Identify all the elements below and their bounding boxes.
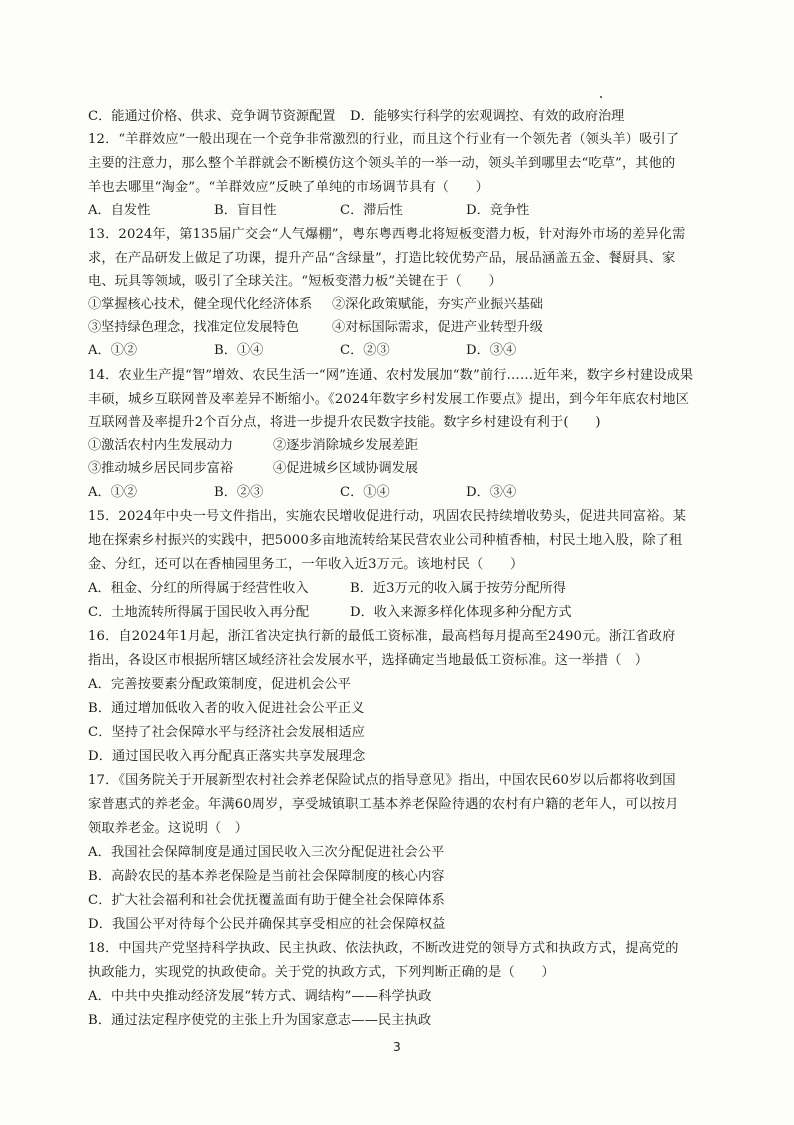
- q15-option-b: B．近3万元的收入属于按劳分配所得: [350, 581, 566, 596]
- q16-option-d: D．通过国民收入再分配真正落实共享发展理念: [88, 749, 366, 764]
- q16-option-a: A．完善按要素分配政策制度，促进机会公平: [88, 677, 352, 692]
- q17-option-b: B．高龄农民的基本养老保险是当前社会保障制度的核心内容: [88, 869, 445, 884]
- q13-statement-4: ④对标国际需求，促进产业转型升级: [332, 320, 543, 335]
- q13-stem-line-2: 求，在产品研发上做足了功课，提升产品“含绿量”，打造比较优势产品，展品涵盖五金、餐厨具、家: [88, 251, 676, 266]
- q12-stem-line-1: 12．“羊群效应”一般出现在一个竞争非常激烈的行业，而且这个行业有一个领先者（领头羊）吸引了: [88, 132, 680, 147]
- q13-stem-line-3: 电、玩具等领域，吸引了全球关注。“短板变潜力板”关键在于（ ）: [88, 274, 502, 289]
- q13-statement-1: ①掌握核心技术，健全现代化经济体系: [88, 297, 313, 312]
- q15-option-d: D．收入来源多样化体现多种分配方式: [350, 605, 572, 620]
- q17-stem-line-2: 家普惠式的养老金。年满60周岁，享受城镇职工基本养老保险待遇的农村有户籍的老年人，可以按月: [88, 797, 679, 812]
- page-number: 3: [393, 1040, 401, 1054]
- q14-stem-line-1: 14．农业生产提“智”增效、农民生活一“网”连通、农村发展加“数”前行……近年来，数字乡村建设成果: [88, 368, 694, 383]
- q12-option-d: D．竞争性: [466, 203, 530, 218]
- q14-statement-4: ④促进城乡区域协调发展: [273, 461, 419, 476]
- q13-option-b: B．①④: [214, 343, 264, 358]
- q13-statement-3: ③坚持绿色理念，找准定位发展特色: [88, 320, 299, 335]
- q14-statement-2: ②逐步消除城乡发展差距: [273, 438, 419, 453]
- q15-option-c: C．土地流转所得属于国民收入再分配: [88, 605, 310, 620]
- q14-stem-line-2: 丰硕，城乡互联网普及率差异不断缩小。《2024年数字乡村发展工作要点》提出，到今年年底农村地区: [88, 392, 690, 407]
- q18-option-a: A．中共中央推动经济发展“转方式、调结构”——科学执政: [88, 989, 432, 1004]
- q12-option-b: B．盲目性: [214, 203, 277, 218]
- q17-option-c: C．扩大社会福利和社会优抚覆盖面有助于健全社会保障体系: [88, 893, 446, 908]
- q13-option-c: C．②③: [340, 343, 390, 358]
- q16-option-b: B．通过增加低收入者的收入促进社会公平正义: [88, 701, 365, 716]
- scan-speck: [600, 96, 602, 98]
- q13-option-d: D．③④: [466, 343, 517, 358]
- q14-option-c: C．①④: [340, 485, 390, 500]
- q14-statement-1: ①激活农村内生发展动力: [88, 438, 234, 453]
- q11-option-d: D．能够实行科学的宏观调控、有效的政府治理: [350, 109, 625, 124]
- q14-option-d: D．③④: [466, 485, 517, 500]
- q17-stem-line-3: 领取养老金。这说明（ ）: [88, 821, 249, 836]
- q14-statement-3: ③推动城乡居民同步富裕: [88, 461, 234, 476]
- q16-option-c: C．坚持了社会保障水平与经济社会发展相适应: [88, 725, 365, 740]
- q17-stem-line-1: 17．《国务院关于开展新型农村社会养老保险试点的指导意见》指出，中国农民60岁以后都将收到国: [88, 773, 676, 788]
- q15-stem-line-1: 15．2024年中央一号文件指出，实施农民增收促进行动，巩固农民持续增收势头，促进共同富裕。某: [88, 509, 687, 524]
- q16-stem-line-2: 指出，各设区市根据所辖区域经济社会发展水平，选择确定当地最低工资标准。这一举措（ ）: [88, 653, 649, 668]
- q12-option-a: A．自发性: [88, 203, 151, 218]
- q14-option-a: A．①②: [88, 485, 138, 500]
- q17-option-d: D．我国公平对待每个公民并确保其享受相应的社会保障权益: [88, 917, 446, 932]
- q18-stem-line-1: 18．中国共产党坚持科学执政、民主执政、依法执政，不断改进党的领导方式和执政方式，提高党的: [88, 941, 679, 956]
- q13-stem-line-1: 13．2024年，第135届广交会“人气爆棚”，粤东粤西粤北将短板变潜力板，针对海外市场的差异化需: [88, 227, 686, 242]
- q15-stem-line-2: 地在探索乡村振兴的实践中，把5000多亩地流转给某民营农业公司种植香柚，村民土地入股，除了租: [88, 533, 683, 548]
- q13-option-a: A．①②: [88, 343, 138, 358]
- q17-option-a: A．我国社会保障制度是通过国民收入三次分配促进社会公平: [88, 845, 445, 860]
- q12-stem-line-2: 主要的注意力，那么整个羊群就会不断模仿这个领头羊的一举一动，领头羊到哪里去“吃草”，其他的: [88, 156, 676, 171]
- q13-statement-2: ②深化政策赋能，夯实产业振兴基础: [332, 297, 543, 312]
- q15-stem-line-3: 金、分红，还可以在香柚园里务工，一年收入近3万元。该地村民（ ）: [88, 557, 524, 572]
- q18-option-b: B．通过法定程序使党的主张上升为国家意志——民主执政: [88, 1013, 432, 1028]
- q15-option-a: A．租金、分红的所得属于经营性收入: [88, 581, 309, 596]
- q14-option-b: B．②③: [214, 485, 264, 500]
- q14-stem-line-3: 互联网普及率提升2个百分点，将进一步提升农民数字技能。数字乡村建设有利于( ): [88, 415, 601, 430]
- q16-stem-line-1: 16．自2024年1月起，浙江省决定执行新的最低工资标准，最高档每月提高至2490元。浙江省政府: [88, 629, 676, 644]
- q18-stem-line-2: 执政能力，实现党的执政使命。关于党的执政方式，下列判断正确的是（ ）: [88, 965, 555, 980]
- q12-stem-line-3: 羊也去哪里“淘金”。“羊群效应”反映了单纯的市场调节具有（ ）: [88, 180, 490, 195]
- q11-option-c: C．能通过价格、供求、竞争调节资源配置: [88, 109, 336, 124]
- q12-option-c: C．滞后性: [340, 203, 403, 218]
